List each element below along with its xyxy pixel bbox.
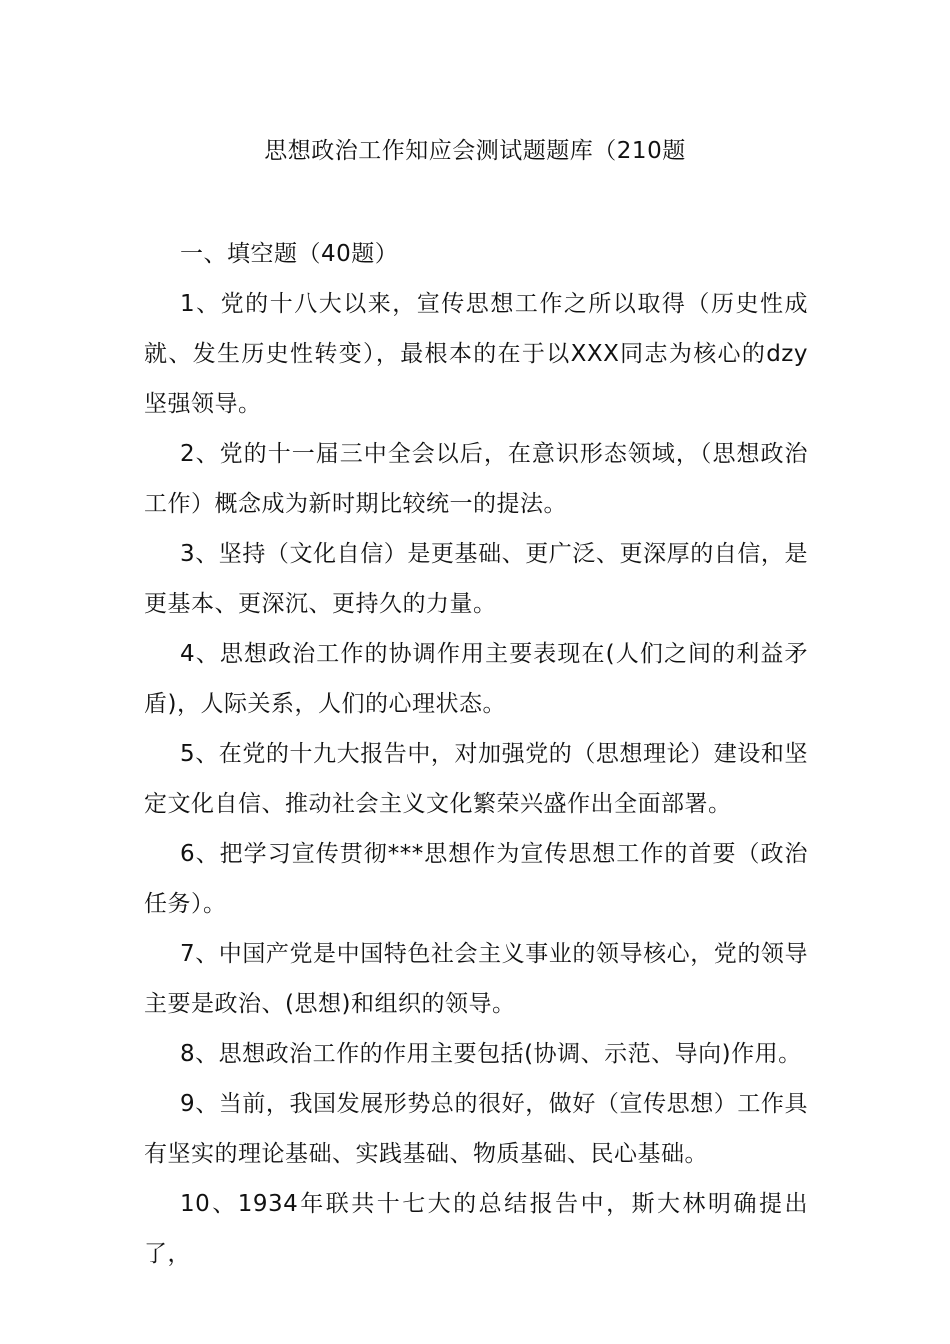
question-7: 7、中国产党是中国特色社会主义事业的领导核心，党的领导主要是政治、(思想)和组织的领导。 [144, 941, 808, 1017]
question-8: 8、思想政治工作的作用主要包括(协调、示范、导向)作用。 [180, 1041, 802, 1067]
question-1: 1、党的十八大以来，宣传思想工作之所以取得（历史性成就、发生历史性转变），最根本的在于以XXX同志为核心的dzy坚强领导。 [144, 291, 808, 417]
question-5: 5、在党的十九大报告中，对加强党的（思想理论）建设和坚定文化自信、推动社会主义文化繁荣兴盛作出全面部署。 [144, 741, 808, 817]
document-body [144, 229, 808, 1279]
question-3: 3、坚持（文化自信）是更基础、更广泛、更深厚的自信，是更基本、更深沉、更持久的力量。 [144, 541, 808, 617]
document-title: 思想政治工作知应会测试题题库（210题 [264, 138, 686, 164]
section-heading: 一、填空题（40题） [180, 241, 399, 267]
question-4: 4、思想政治工作的协调作用主要表现在(人们之间的利益矛盾)，人际关系，人们的心理状态。 [144, 641, 808, 717]
question-2: 2、党的十一届三中全会以后，在意识形态领域，（思想政治工作）概念成为新时期比较统一的提法。 [144, 441, 808, 517]
question-6: 6、把学习宣传贯彻***思想作为宣传思想工作的首要（政治任务）。 [144, 841, 808, 917]
question-9: 9、当前，我国发展形势总的很好，做好（宣传思想）工作具有坚实的理论基础、实践基础、物质基础、民心基础。 [144, 1091, 808, 1167]
question-10: 10、1934年联共十七大的总结报告中，斯大林明确提出了， [144, 1191, 808, 1267]
